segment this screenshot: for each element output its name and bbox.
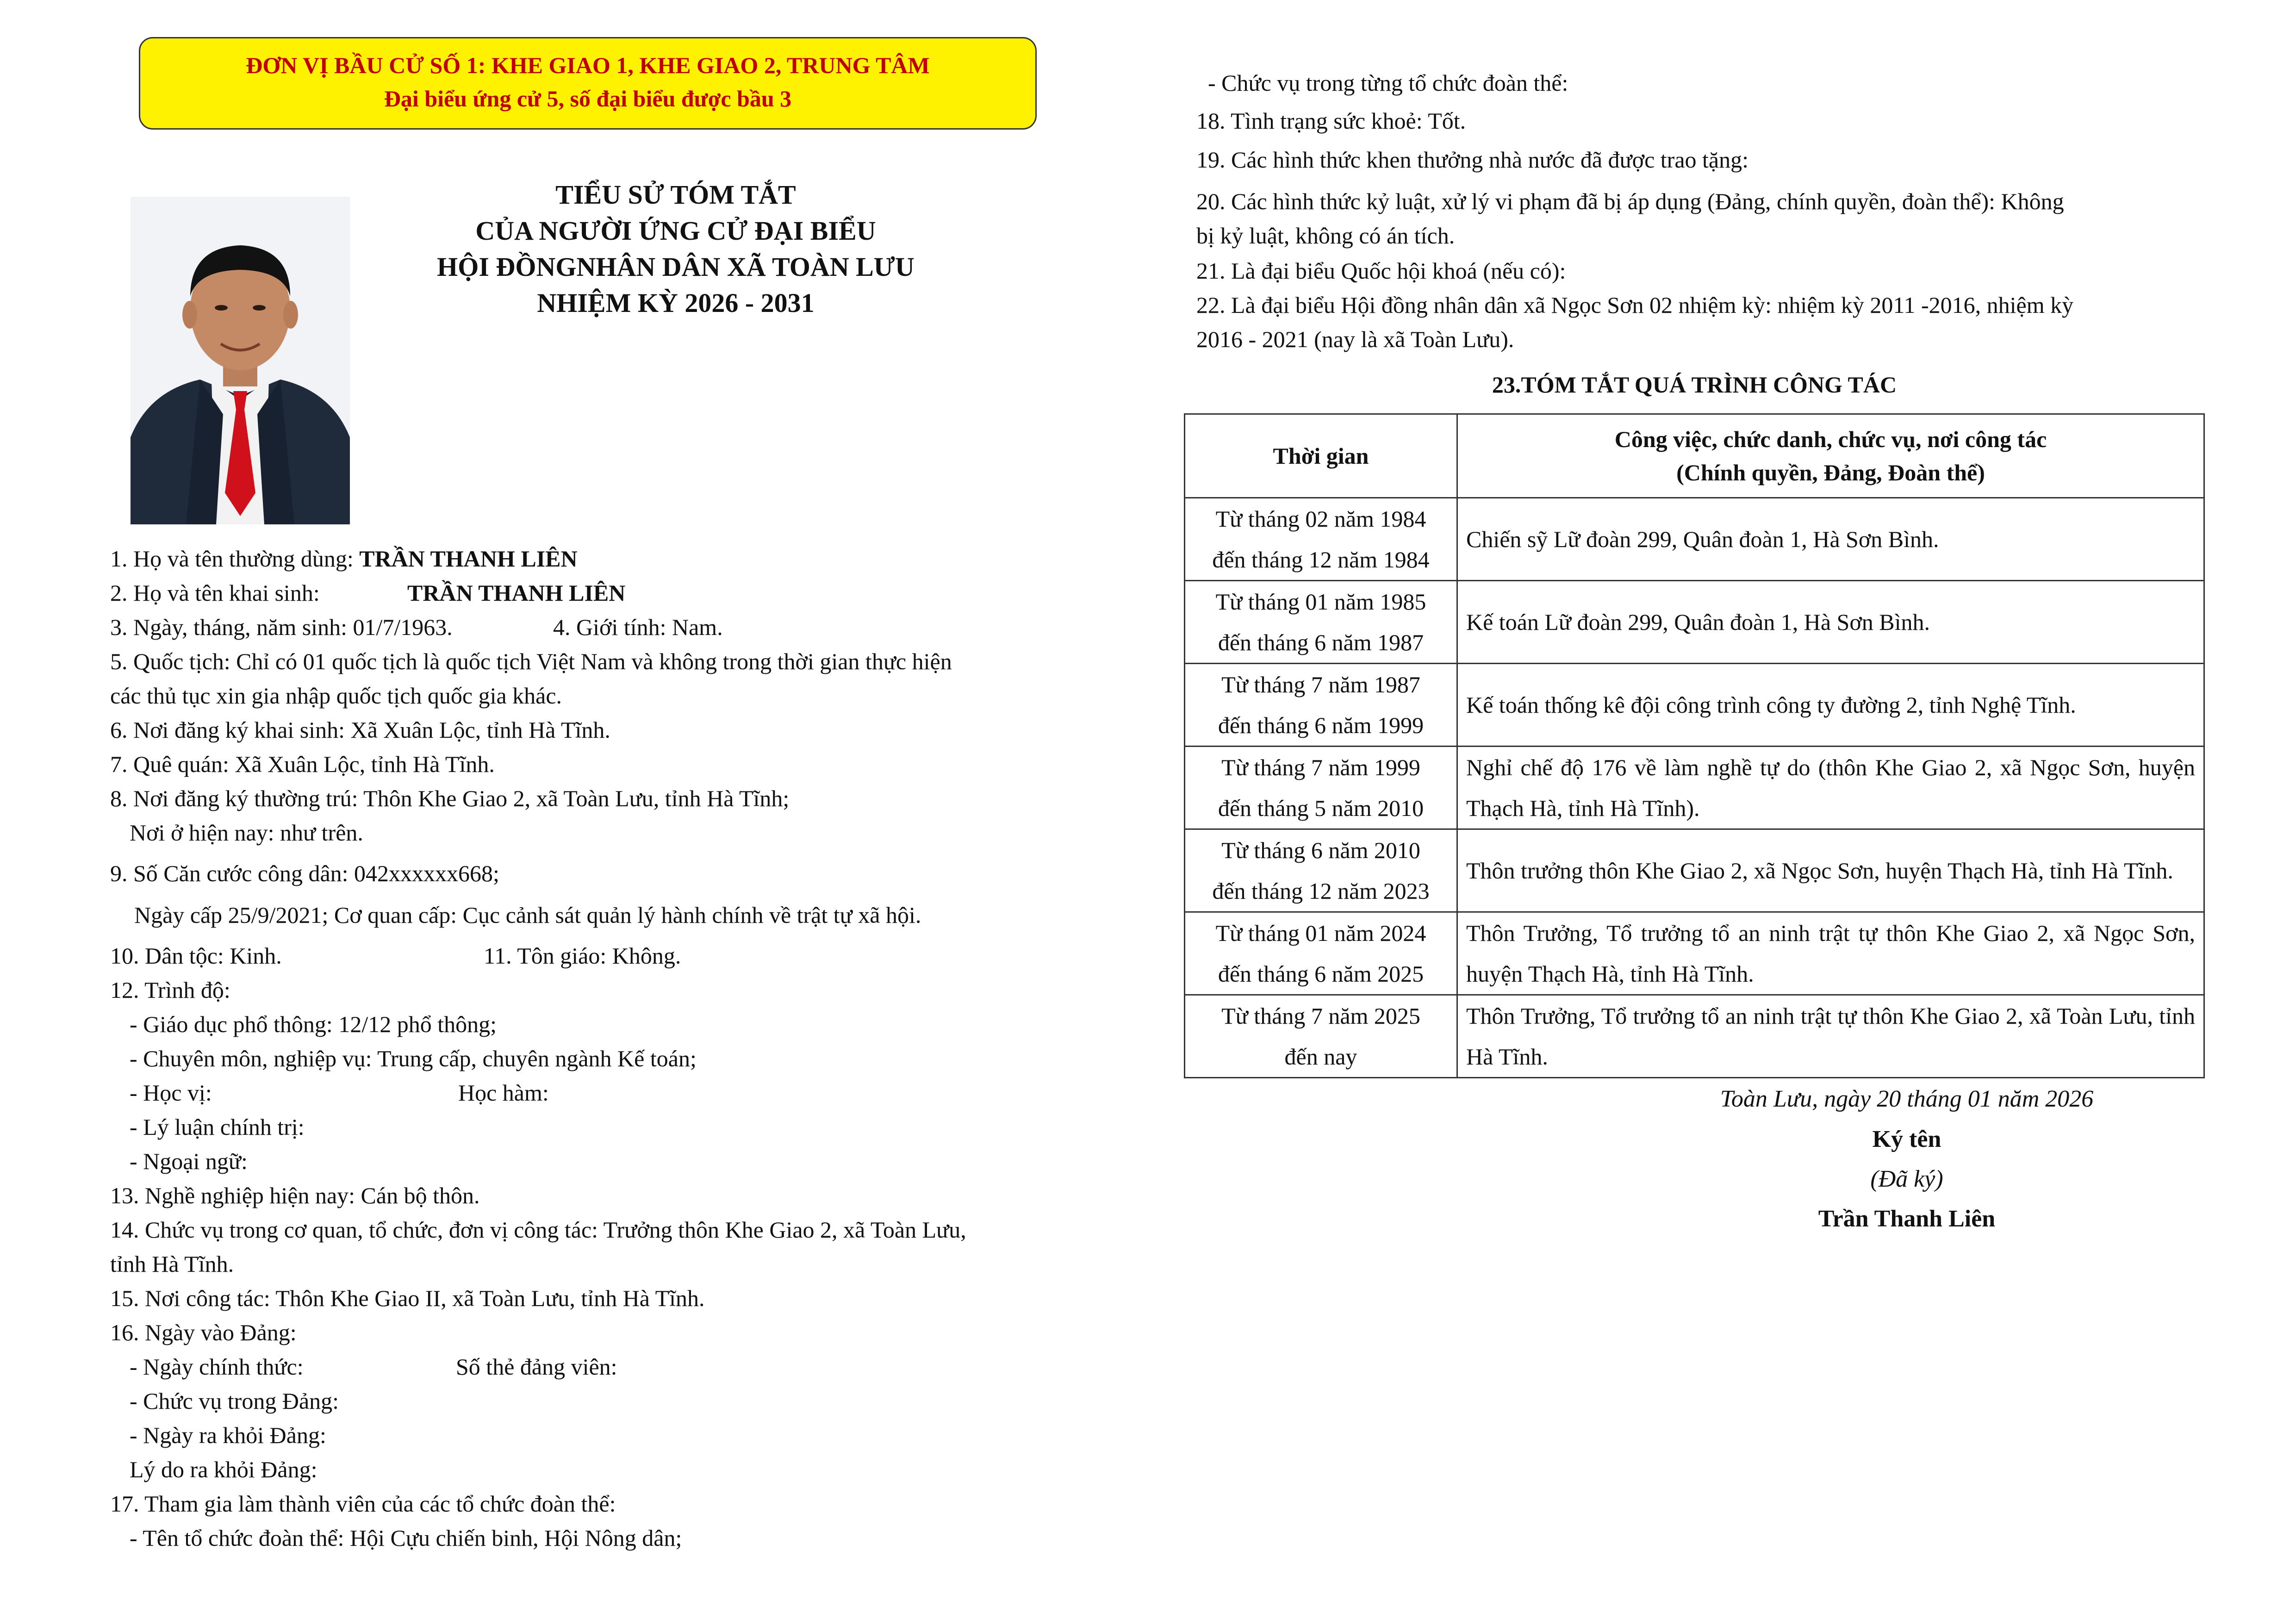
field-1 — [110, 541, 578, 576]
table-row — [1185, 498, 2204, 581]
row-time — [1185, 829, 1457, 912]
signer-name: Trần Thanh Liên — [1818, 1206, 1996, 1232]
field-17-organizations: - Tên tổ chức đoàn thể: Hội Cựu chiến binh, Hội Nông dân; — [130, 1525, 682, 1551]
field-6: 6. Nơi đăng ký khai sinh: Xã Xuân Lộc, tỉnh Hà Tĩnh. — [110, 717, 610, 743]
field-14-line-1: 14. Chức vụ trong cơ quan, tổ chức, đơn vị công tác: Trưởng thôn Khe Giao 2, xã Toàn Lưu, — [110, 1217, 966, 1243]
field-4: 4. Giới tính: Nam. — [553, 614, 723, 640]
signature-status: (Đã ký) — [1870, 1166, 1943, 1192]
row-time-end: đến nay — [1284, 1044, 1357, 1070]
field-22-line-1: 22. Là đại biểu Hội đồng nhân dân xã Ngọc Sơn 02 nhiệm kỳ: nhiệm kỳ 2011 -2016, nhiệm kỳ — [1196, 292, 2074, 318]
column-header-job-line-1: Công việc, chức danh, chức vụ, nơi công tác — [1614, 426, 2047, 452]
column-header-job — [1457, 414, 2204, 498]
row-time-end: đến tháng 12 năm 1984 — [1212, 547, 1430, 572]
row-time — [1185, 581, 1457, 664]
portrait-illustration — [131, 197, 350, 524]
row-time — [1185, 664, 1457, 747]
row-time-start: Từ tháng 7 năm 1987 — [1221, 672, 1420, 697]
field-16-leave-date: - Ngày ra khỏi Đảng: — [130, 1422, 326, 1448]
title-line-4: NHIỆM KỲ 2026 - 2031 — [537, 288, 815, 318]
row-time-start: Từ tháng 6 năm 2010 — [1221, 837, 1420, 863]
banner-line-1: ĐƠN VỊ BẦU CỬ SỐ 1: KHE GIAO 1, KHE GIAO 2, TRUNG TÂM — [246, 52, 930, 78]
row-time-start: Từ tháng 02 năm 1984 — [1215, 506, 1426, 532]
candidate-portrait — [131, 197, 350, 524]
row-time-start: Từ tháng 01 năm 1985 — [1215, 589, 1426, 615]
work-history-heading: 23.TÓM TẮT QUÁ TRÌNH CÔNG TÁC — [1492, 372, 1897, 398]
row-time-start: Từ tháng 01 năm 2024 — [1215, 920, 1426, 946]
title-line-1: TIỂU SỬ TÓM TẮT — [555, 180, 796, 210]
row-time — [1185, 995, 1457, 1078]
field-16-party-position: - Chức vụ trong Đảng: — [130, 1388, 339, 1414]
row-job: Nghỉ chế độ 176 về làm nghề tự do (thôn Khe Giao 2, xã Ngọc Sơn, huyện Thạch Hà, tỉnh Hà Tĩnh). — [1457, 747, 2204, 829]
field-12: 12. Trình độ: — [110, 977, 230, 1003]
row-time-end: đến tháng 6 năm 1999 — [1218, 712, 1424, 738]
field-20-line-1: 20. Các hình thức kỷ luật, xử lý vi phạm đã bị áp dụng (Đảng, chính quyền, đoàn thể): Không — [1196, 188, 2064, 214]
field-3: 3. Ngày, tháng, năm sinh: 01/7/1963. — [110, 614, 453, 640]
field-21: 21. Là đại biểu Quốc hội khoá (nếu có): — [1196, 258, 1566, 284]
field-1-label: 1. Họ và tên thường dùng: — [110, 546, 360, 572]
banner-line-2: Đại biểu ứng cử 5, số đại biểu được bầu 3 — [384, 86, 792, 112]
field-8-line-2: Nơi ở hiện nay: như trên. — [130, 820, 363, 846]
row-time — [1185, 912, 1457, 995]
row-job: Thôn Trưởng, Tổ trưởng tổ an ninh trật tự thôn Khe Giao 2, xã Ngọc Sơn, huyện Thạch Hà, tỉnh Hà Tĩnh. — [1457, 912, 2204, 995]
field-2-value: TRẦN THANH LIÊN — [407, 580, 626, 606]
field-16: 16. Ngày vào Đảng: — [110, 1319, 297, 1345]
table-row — [1185, 747, 2204, 829]
row-job: Kế toán thống kê đội công trình công ty đường 2, tỉnh Nghệ Tĩnh. — [1457, 664, 2204, 747]
table-row — [1185, 829, 2204, 912]
field-20-line-2: bị kỷ luật, không có án tích. — [1196, 223, 1455, 249]
table-header-row — [1185, 414, 2204, 498]
row-time — [1185, 747, 1457, 829]
field-12-political-theory: - Lý luận chính trị: — [130, 1114, 305, 1140]
field-9-line-1: 9. Số Căn cước công dân: 042xxxxxx668; — [110, 860, 499, 886]
field-12-general-education: - Giáo dục phổ thông: 12/12 phổ thông; — [130, 1011, 497, 1037]
field-16-leave-reason: Lý do ra khỏi Đảng: — [130, 1456, 317, 1482]
field-10: 10. Dân tộc: Kinh. — [110, 943, 282, 969]
table-row — [1185, 912, 2204, 995]
field-9-line-2: Ngày cấp 25/9/2021; Cơ quan cấp: Cục cảnh sát quản lý hành chính về trật tự xã hội. — [134, 902, 921, 928]
title-line-3: HỘI ĐỒNGNHÂN DÂN XÃ TOÀN LƯU — [437, 252, 915, 282]
row-job: Thôn trưởng thôn Khe Giao 2, xã Ngọc Sơn, huyện Thạch Hà, tỉnh Hà Tĩnh. — [1457, 829, 2204, 912]
field-13: 13. Nghề nghiệp hiện nay: Cán bộ thôn. — [110, 1182, 480, 1208]
document-title — [352, 177, 1000, 321]
field-15: 15. Nơi công tác: Thôn Khe Giao II, xã Toàn Lưu, tỉnh Hà Tĩnh. — [110, 1285, 705, 1311]
field-18: 18. Tình trạng sức khoẻ: Tốt. — [1196, 108, 1466, 134]
row-job: Kế toán Lữ đoàn 299, Quân đoàn 1, Hà Sơn Bình. — [1457, 581, 2204, 664]
field-16-official-date: - Ngày chính thức: — [130, 1354, 304, 1380]
field-5-line-1: 5. Quốc tịch: Chỉ có 01 quốc tịch là quốc tịch Việt Nam và không trong thời gian thực hiện — [110, 648, 952, 674]
field-12-specialty: - Chuyên môn, nghiệp vụ: Trung cấp, chuyên ngành Kế toán; — [130, 1045, 697, 1071]
row-time-start: Từ tháng 7 năm 2025 — [1221, 1003, 1420, 1029]
signature-place-date: Toàn Lưu, ngày 20 tháng 01 năm 2026 — [1720, 1086, 2094, 1112]
column-header-job-line-2: (Chính quyền, Đảng, Đoàn thể) — [1676, 460, 1985, 485]
row-time-end: đến tháng 6 năm 1987 — [1218, 629, 1424, 655]
row-time-end: đến tháng 12 năm 2023 — [1212, 878, 1430, 904]
field-7: 7. Quê quán: Xã Xuân Lộc, tỉnh Hà Tĩnh. — [110, 751, 495, 777]
constituency-banner — [139, 37, 1037, 130]
row-time-end: đến tháng 5 năm 2010 — [1218, 795, 1424, 821]
field-16-party-card: Số thẻ đảng viên: — [456, 1354, 617, 1380]
signature-label: Ký tên — [1872, 1126, 1941, 1152]
row-job: Chiến sỹ Lữ đoàn 299, Quân đoàn 1, Hà Sơn Bình. — [1457, 498, 2204, 581]
row-time-end: đến tháng 6 năm 2025 — [1218, 961, 1424, 987]
work-history-table — [1184, 413, 2205, 1078]
field-8-line-1: 8. Nơi đăng ký thường trú: Thôn Khe Giao 2, xã Toàn Lưu, tỉnh Hà Tĩnh; — [110, 785, 790, 811]
row-time-start: Từ tháng 7 năm 1999 — [1221, 754, 1420, 780]
field-19: 19. Các hình thức khen thưởng nhà nước đã được trao tặng: — [1196, 147, 1748, 173]
field-1-value: TRẦN THANH LIÊN — [359, 546, 578, 572]
title-line-2: CỦA NGƯỜI ỨNG CỬ ĐẠI BIỂU — [475, 216, 876, 246]
field-2-label: 2. Họ và tên khai sinh: — [110, 580, 320, 606]
row-job: Thôn Trưởng, Tổ trưởng tổ an ninh trật tự thôn Khe Giao 2, xã Toàn Lưu, tỉnh Hà Tĩnh. — [1457, 995, 2204, 1078]
field-11: 11. Tôn giáo: Không. — [484, 943, 681, 969]
row-time — [1185, 498, 1457, 581]
field-14-line-2: tỉnh Hà Tĩnh. — [110, 1251, 234, 1277]
field-12-foreign-language: - Ngoại ngữ: — [130, 1148, 248, 1174]
field-12-degree: - Học vị: — [130, 1080, 212, 1106]
column-header-time: Thời gian — [1185, 414, 1457, 498]
table-row — [1185, 581, 2204, 664]
table-row — [1185, 995, 2204, 1078]
field-22-line-2: 2016 - 2021 (nay là xã Toàn Lưu). — [1196, 326, 1514, 352]
field-12-academic-title: Học hàm: — [458, 1080, 549, 1106]
field-17-positions: - Chức vụ trong từng tổ chức đoàn thể: — [1208, 70, 1568, 96]
field-17: 17. Tham gia làm thành viên của các tổ chức đoàn thể: — [110, 1491, 616, 1517]
table-row — [1185, 664, 2204, 747]
field-5-line-2: các thủ tục xin gia nhập quốc tịch quốc gia khác. — [110, 683, 562, 709]
